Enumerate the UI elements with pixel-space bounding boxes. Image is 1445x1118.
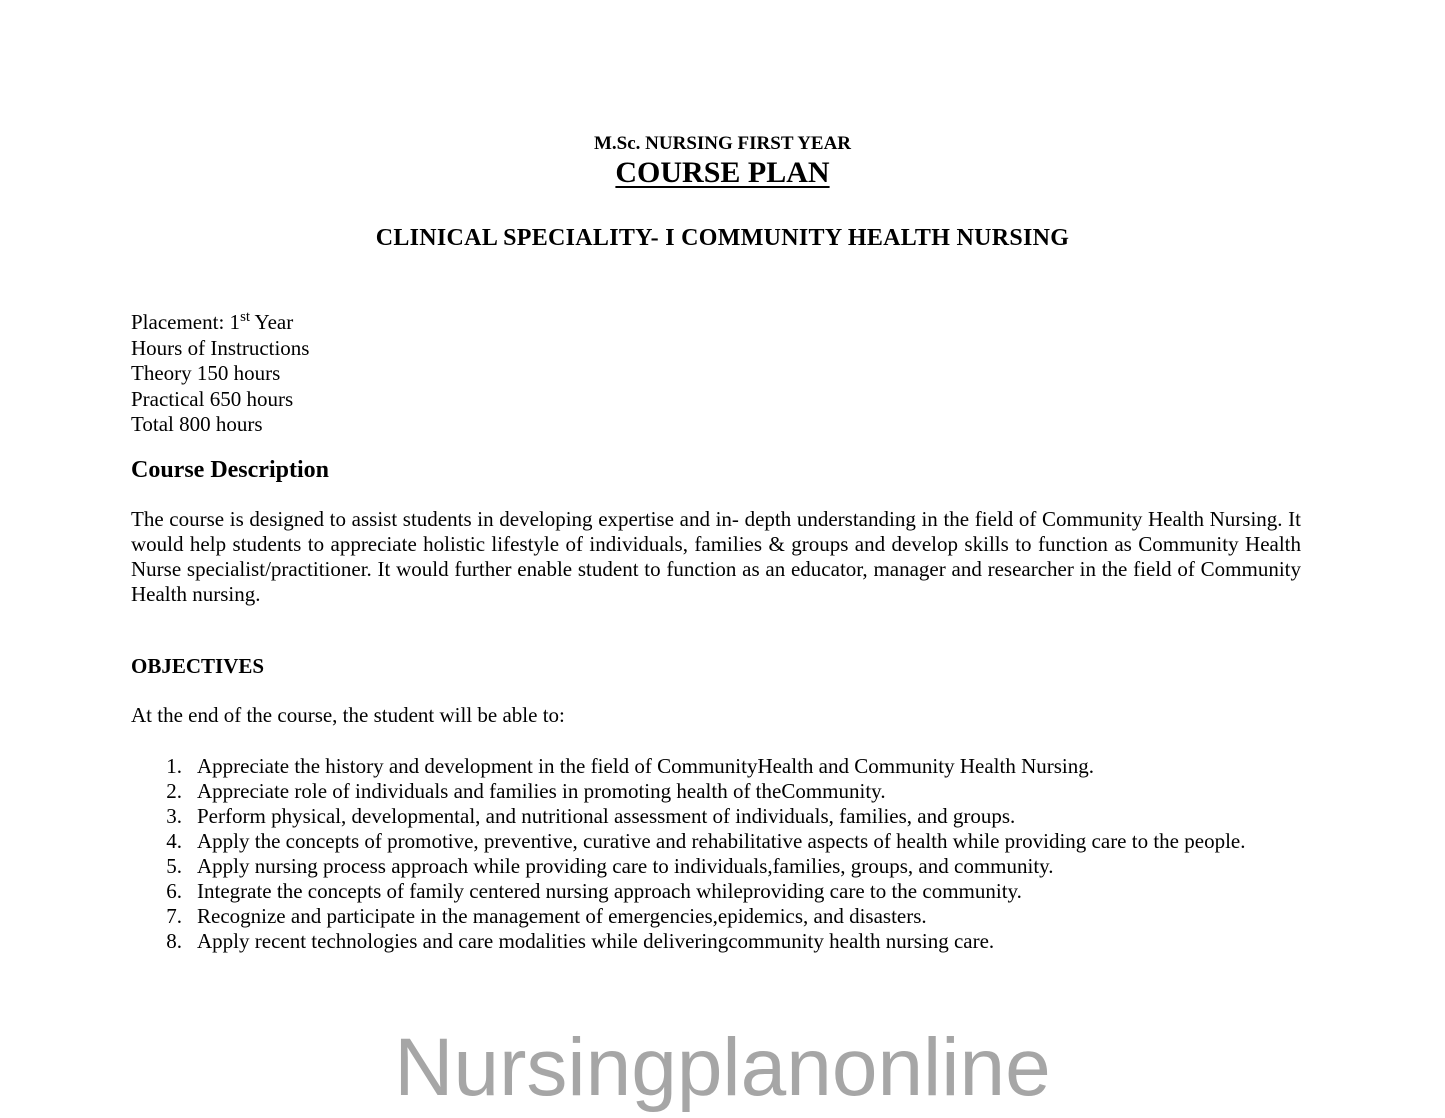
- objective-number: 7.: [166, 904, 182, 928]
- objective-item: [160, 904, 1300, 929]
- objective-number: 5.: [166, 854, 182, 878]
- objective-number: 1.: [166, 754, 182, 778]
- placement-line: [131, 310, 309, 336]
- objective-text: Apply nursing process approach while providing care to individuals,families, groups, and community.: [197, 854, 1054, 878]
- objective-item: [160, 804, 1300, 829]
- objectives-heading: OBJECTIVES: [131, 654, 265, 678]
- placement-suffix: Year: [250, 310, 294, 334]
- course-info-block: [131, 310, 309, 438]
- course-plan-title: [0, 154, 1445, 192]
- theory-hours: Theory 150 hours: [131, 361, 281, 385]
- year-title: M.Sc. NURSING FIRST YEAR: [593, 133, 852, 154]
- objective-text: Apply the concepts of promotive, preventive, curative and rehabilitative aspects of health while providing care to the people.: [197, 829, 1246, 853]
- objective-text: Perform physical, developmental, and nutritional assessment of individuals, families, and groups.: [197, 804, 1016, 828]
- objective-item: [160, 929, 1300, 954]
- objectives-intro: At the end of the course, the student will be able to:: [131, 703, 565, 727]
- objective-number: 2.: [166, 779, 182, 803]
- objective-text: Apply recent technologies and care modalities while deliveringcommunity health nursing care.: [197, 929, 995, 953]
- placement-sup: st: [240, 309, 251, 325]
- hours-of-instructions: Hours of Instructions: [131, 335, 310, 360]
- practical-hours: Practical 650 hours: [131, 386, 294, 411]
- objective-text: Appreciate the history and development in the field of CommunityHealth and Community Health Nursing.: [197, 754, 1094, 778]
- watermark-text: Nursingplanonline: [394, 1022, 1051, 1113]
- objective-text: Integrate the concepts of family centered nursing approach whileproviding care to the community.: [197, 879, 1022, 903]
- objective-number: 4.: [166, 829, 182, 853]
- objective-number: 6.: [166, 879, 182, 903]
- course-plan-title-text: COURSE PLAN: [615, 156, 830, 189]
- course-description-heading: Course Description: [131, 457, 329, 483]
- objective-text: Recognize and participate in the management of emergencies,epidemics, and disasters.: [197, 904, 927, 928]
- subject-title: CLINICAL SPECIALITY- I COMMUNITY HEALTH NURSING: [375, 225, 1070, 251]
- objective-item: [160, 779, 1300, 804]
- objective-item: [160, 754, 1300, 779]
- objective-item: [160, 854, 1300, 879]
- placement-prefix: Placement: 1: [131, 310, 241, 334]
- objective-item: [160, 879, 1300, 904]
- objective-text: Appreciate role of individuals and families in promoting health of theCommunity.: [197, 779, 886, 803]
- objectives-list: [160, 754, 1300, 954]
- objective-number: 8.: [166, 929, 182, 953]
- objective-number: 3.: [166, 804, 182, 828]
- total-hours: Total 800 hours: [131, 412, 263, 436]
- course-description-text: The course is designed to assist students in developing expertise and in- depth understanding in the field of Community Health Nursing. It would help students to appreciate holistic lifestyle of individuals, families & groups and develop skills to function as Community Health Nurse specialist/practitioner. It would further enable student to function as an educator, manager and researcher in the field of Community Health nursing.: [131, 507, 1301, 606]
- objective-item: [160, 829, 1300, 854]
